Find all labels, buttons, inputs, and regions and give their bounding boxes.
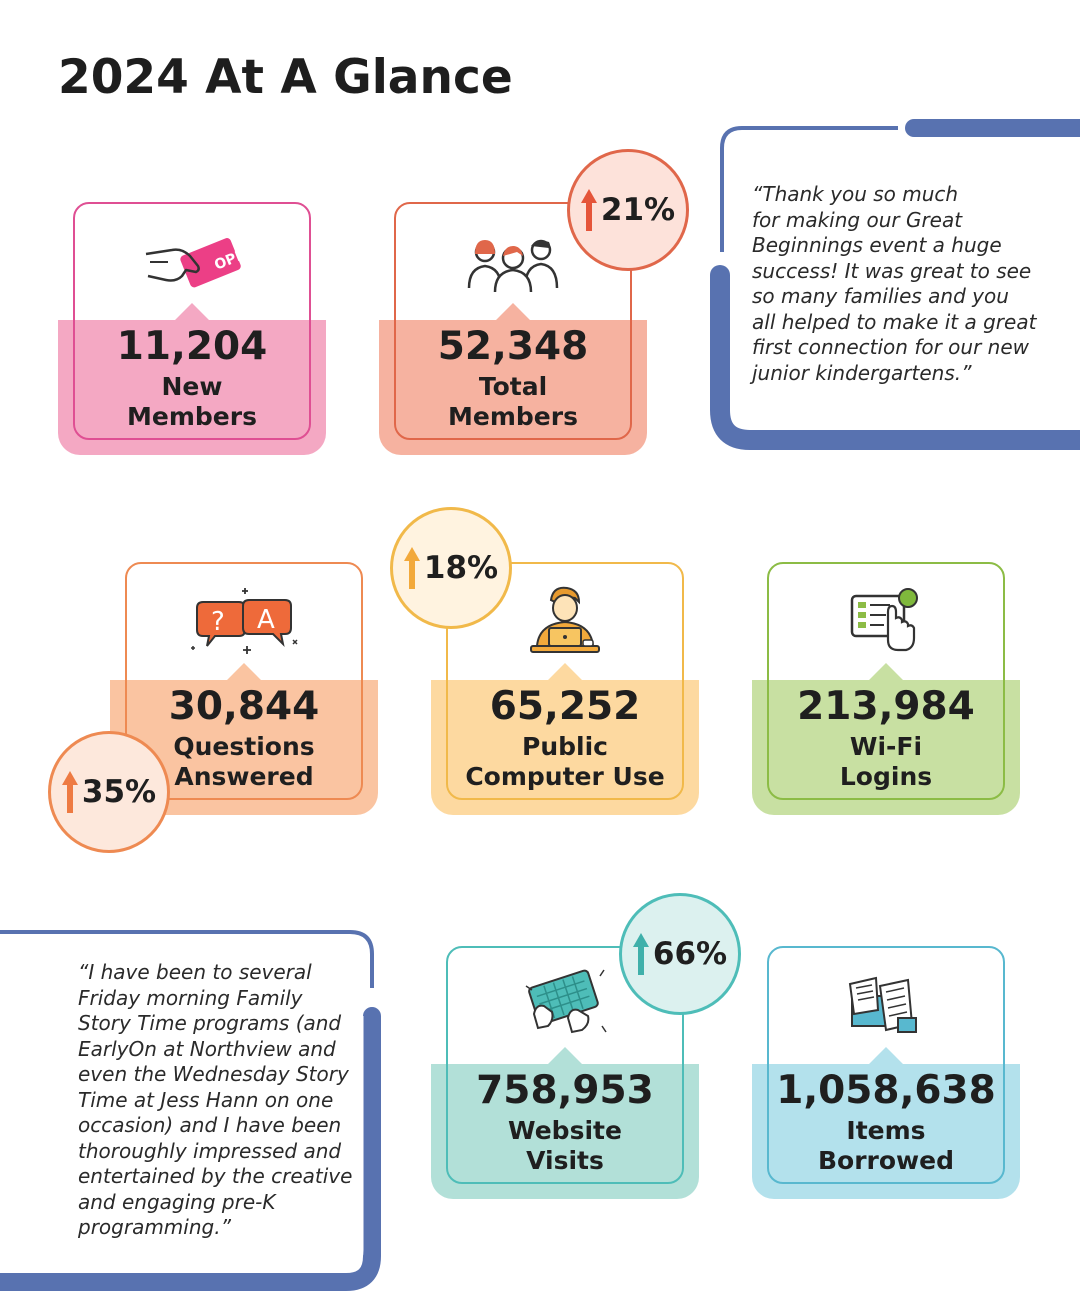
arrow-up-icon [581, 189, 597, 231]
stat-value: 65,252 [489, 684, 641, 729]
stat-value: 11,204 [116, 324, 268, 369]
quote-story-time: “I have been to several Friday morning Family Story Time programs (and EarlyOn at Northview and even the Wednesday Story Time at Jess Hann on one occasion) and I have been thoroughly impressed and entertained by the creative and engaging pre-K programming.” [78, 960, 353, 1239]
books-stack-icon [846, 970, 926, 1040]
question-answer-bubbles-icon [189, 584, 299, 656]
stat-label: Public Computer Use [465, 732, 665, 791]
stat-label: Total Members [448, 372, 578, 431]
arrow-up-icon [404, 547, 420, 589]
hands-on-keyboard-icon [522, 966, 608, 1042]
growth-badge-text: 66% [652, 936, 728, 972]
library-card-icon [142, 230, 248, 300]
page-title: 2024 At A Glance [58, 50, 513, 105]
tablet-touch-icon [846, 584, 926, 654]
growth-badge-computer-use [390, 507, 512, 629]
growth-badge-text: 18% [423, 550, 499, 586]
growth-badge-total-members [567, 149, 689, 271]
stat-value: 52,348 [437, 324, 589, 369]
growth-badge-website [619, 893, 741, 1015]
bubble-q-text: ? [211, 607, 225, 637]
stat-value: 1,058,638 [776, 1068, 996, 1113]
growth-badge-text: 35% [81, 774, 157, 810]
growth-badge-text: 21% [600, 192, 676, 228]
person-at-laptop-icon [525, 584, 605, 658]
stat-label: Items Borrowed [817, 1116, 954, 1175]
arrow-up-icon [62, 771, 78, 813]
stat-value: 30,844 [168, 684, 320, 729]
stat-label: Website Visits [508, 1116, 622, 1175]
stat-value: 758,953 [476, 1068, 654, 1113]
stat-card-items-borrowed [767, 946, 1005, 1184]
stat-value: 213,984 [797, 684, 975, 729]
bubble-a-text: A [257, 605, 275, 635]
quote-great-beginnings: “Thank you so much for making our Great Beginnings event a huge success! It was great to see so many families and you all helped to make it a great first connection for our new junior kindergartens.” [752, 182, 1037, 385]
stat-card-new-members [73, 202, 311, 440]
people-group-icon [463, 232, 563, 292]
library-card-text: OPL [212, 247, 248, 274]
stat-label: New Members [127, 372, 257, 431]
stat-label: Wi-Fi Logins [839, 732, 933, 791]
stat-label: Questions Answered [173, 732, 315, 791]
growth-badge-questions [48, 731, 170, 853]
stat-card-wifi-logins [767, 562, 1005, 800]
arrow-up-icon [633, 933, 649, 975]
